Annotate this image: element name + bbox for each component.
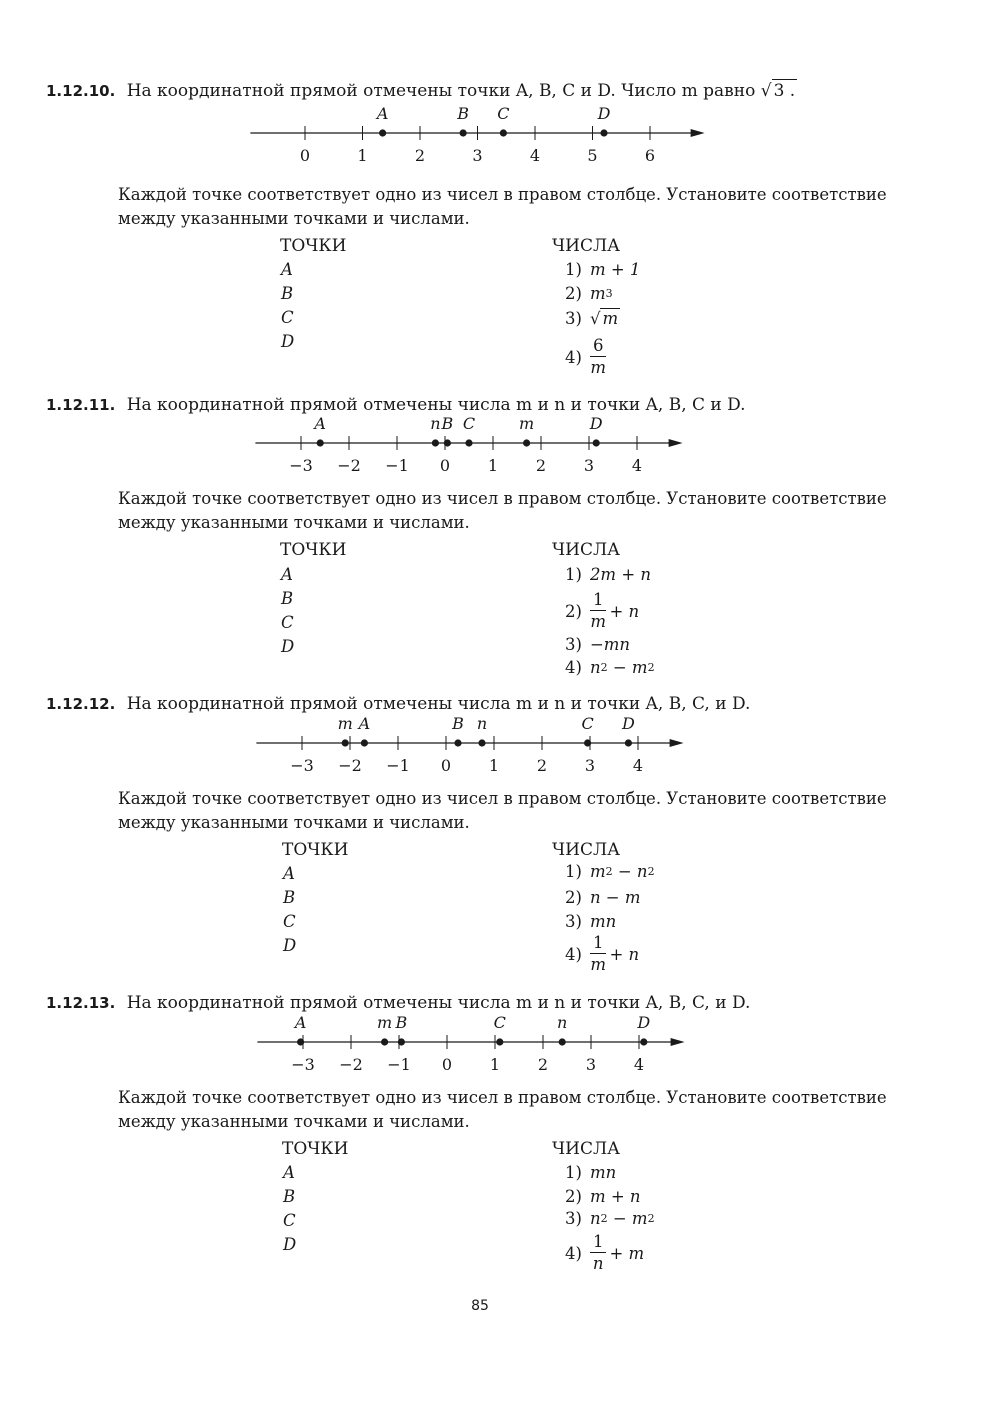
axis-point-n: [559, 1038, 566, 1045]
problem-number: 1.12.13.: [46, 994, 116, 1012]
axis-tick-label: 4: [529, 146, 541, 165]
instruction-line-2: между указанными точками и числами.: [118, 513, 470, 532]
axis-tick-label: 4: [632, 756, 644, 775]
axis-tick-label: 6: [644, 146, 656, 165]
instruction: [118, 1086, 918, 1134]
fraction-denominator: m: [590, 955, 607, 974]
answer-operator: −: [612, 862, 637, 881]
answer-base: m: [589, 284, 606, 303]
fraction-denominator: m: [590, 612, 607, 631]
statement-text: На координатной прямой отмечены точки A, B, C и D. Число m равно: [126, 81, 756, 101]
point-label-d: D: [281, 332, 295, 351]
points-header: ТОЧКИ: [280, 540, 347, 560]
answer-number: 2): [565, 602, 582, 621]
exponent-b: 2: [647, 1212, 655, 1225]
axis-tick-label: 2: [537, 1055, 549, 1074]
axis-point-label-c: C: [493, 1013, 506, 1032]
axis-point-label-b: B: [452, 714, 464, 733]
point-label-a: A: [283, 1163, 295, 1182]
page-number: 85: [471, 1298, 489, 1314]
fraction-numerator: 1: [590, 1232, 607, 1253]
sqrt-radicand: 3 .: [773, 81, 796, 101]
axis-tick-label: −1: [385, 456, 409, 475]
axis-point-label-d: D: [589, 414, 603, 433]
axis-tick-label: −3: [289, 456, 313, 475]
points-header: ТОЧКИ: [280, 236, 347, 256]
point-label-a: A: [281, 260, 293, 279]
numbers-header: ЧИСЛА: [552, 1139, 621, 1159]
axis-tick-label: −2: [337, 456, 361, 475]
axis-tick-label: 4: [631, 456, 643, 475]
answer-tail: + n: [609, 602, 640, 621]
answer-number: 3): [565, 912, 582, 931]
axis-point-label-a: A: [294, 1013, 307, 1032]
axis-point-label-a: A: [376, 104, 389, 123]
axis-point-label-n: n: [476, 714, 488, 733]
instruction-line-2: между указанными точками и числами.: [118, 1112, 470, 1131]
answer-operator: −: [607, 658, 632, 677]
axis-tick-label: −2: [339, 1055, 363, 1074]
sqrt-radicand: m: [602, 309, 619, 328]
answer-term-b: m: [631, 658, 648, 677]
numbers-header: ЧИСЛА: [552, 540, 621, 560]
answer-number: 4): [565, 658, 582, 677]
answer-number: 2): [565, 1187, 582, 1206]
axis-point-label-b: B: [441, 414, 454, 433]
fraction-numerator: 1: [590, 590, 607, 611]
answer-term-a: n: [589, 1209, 601, 1228]
answer-number: 3): [565, 308, 582, 328]
answer-number: 4): [565, 945, 582, 964]
axis-point-label-n: n: [430, 414, 441, 433]
axis-point-d: [640, 1038, 647, 1045]
axis-tick-label: 1: [488, 756, 500, 775]
fraction-numerator: 1: [590, 933, 607, 954]
axis-point-c: [496, 1038, 503, 1045]
axis-tick-label: 3: [472, 146, 483, 165]
instruction-line-1: Каждой точке соответствует одно из чисел в правом столбце. Установите соответствие: [118, 1088, 887, 1107]
axis-point-label-a: A: [314, 414, 326, 433]
fraction-numerator: 6: [590, 336, 607, 357]
axis-tick-label: −3: [291, 1055, 315, 1074]
answer-term-a: n: [589, 658, 601, 677]
answer-exponent: 3: [605, 287, 613, 300]
axis-tick-label: 1: [489, 1055, 501, 1074]
answer-4: [565, 1232, 644, 1275]
axis-tick-label: 3: [583, 456, 595, 475]
exponent-b: 2: [647, 865, 655, 878]
answer-term-b: n: [636, 862, 648, 881]
answer-number: 1): [565, 565, 582, 584]
answer-number: 2): [565, 888, 582, 907]
instruction-line-1: Каждой точке соответствует одно из чисел в правом столбце. Установите соответствие: [118, 789, 887, 808]
axis-tick-label: 0: [299, 146, 311, 165]
axis-tick-label: 5: [587, 146, 598, 165]
answer-tail: + m: [609, 1244, 645, 1263]
answer-expression: −mn: [589, 635, 631, 654]
answer-expression: n − m: [589, 888, 641, 907]
point-label-c: C: [283, 1211, 296, 1230]
axis-point-label-d: D: [597, 104, 611, 123]
answer-number: 2): [565, 284, 582, 303]
axis-tick-label: −3: [290, 756, 314, 775]
axis-tick-label: 4: [633, 1055, 645, 1074]
axis-tick-label: 3: [585, 1055, 597, 1074]
exponent-a: 2: [600, 1212, 608, 1225]
answer-expression: m + 1: [589, 260, 641, 279]
answer-operator: −: [607, 1209, 632, 1228]
point-label-c: C: [283, 912, 296, 931]
answer-expression: 2m + n: [589, 565, 652, 584]
answer-number: 4): [565, 1244, 582, 1263]
numbers-header: ЧИСЛА: [552, 840, 621, 860]
point-label-b: B: [281, 589, 294, 608]
axis-point-b: [398, 1038, 405, 1045]
axis-point-label-c: C: [581, 714, 594, 733]
point-label-b: B: [283, 1187, 296, 1206]
axis-tick-label: 0: [440, 756, 452, 775]
axis-point-label-a: A: [358, 714, 371, 733]
point-label-d: D: [281, 637, 295, 656]
answer-2: [565, 1187, 641, 1206]
point-label-c: C: [281, 613, 294, 632]
answer-number: 1): [565, 862, 582, 881]
answer-tail: + n: [609, 945, 640, 964]
axis-point-label-c: C: [462, 414, 476, 433]
axis-point-label-m: m: [337, 714, 353, 733]
problem-number: 1.12.11.: [46, 396, 116, 414]
axis-tick-label: 1: [487, 456, 499, 475]
axis-tick-label: 0: [439, 456, 451, 475]
point-label-d: D: [283, 936, 297, 955]
answer-expression: mn: [589, 912, 617, 931]
axis-point-label-d: D: [621, 714, 635, 733]
exponent-a: 2: [600, 661, 608, 674]
axis-point-a: [297, 1038, 304, 1045]
numbers-header: ЧИСЛА: [552, 236, 621, 256]
statement-text: На координатной прямой отмечены числа m и n и точки A, B, C, и D.: [126, 694, 751, 714]
sqrt-symbol: √ 3 .: [760, 81, 796, 101]
statement-text: На координатной прямой отмечены числа m и n и точки A, B, C, и D.: [126, 993, 751, 1013]
axis-point-m: [381, 1038, 388, 1045]
answer-number: 1): [565, 1163, 582, 1182]
answer-3: [565, 1209, 655, 1228]
axis-tick-label: 3: [584, 756, 596, 775]
point-label-d: D: [283, 1235, 297, 1254]
axis-arrow-icon: [671, 1038, 685, 1046]
axis-tick-label: −2: [338, 756, 362, 775]
exponent-b: 2: [647, 661, 655, 674]
axis-tick-label: 1: [357, 146, 368, 165]
answer-number: 4): [565, 348, 582, 367]
answer-number: 3): [565, 635, 582, 654]
answer-1: [565, 1163, 616, 1182]
statement-text: На координатной прямой отмечены числа m и n и точки A, B, C и D.: [126, 395, 746, 415]
sqrt-expression: √ m: [589, 309, 619, 328]
axis-point-label-m: m: [377, 1013, 393, 1032]
answer-expression: m + n: [589, 1187, 641, 1206]
exponent-a: 2: [605, 865, 613, 878]
axis-tick-label: −1: [386, 756, 410, 775]
instruction-line-1: Каждой точке соответствует одно из чисел в правом столбце. Установите соответствие: [118, 489, 887, 508]
answer-number: 3): [565, 1209, 582, 1228]
point-label-c: C: [281, 308, 294, 327]
problem-number: 1.12.12.: [46, 695, 116, 713]
axis-point-label-m: m: [519, 414, 535, 433]
axis-tick-label: 2: [414, 146, 426, 165]
answer-number: 1): [565, 260, 582, 279]
axis-point-label-b: B: [395, 1013, 408, 1032]
points-header: ТОЧКИ: [282, 1139, 349, 1159]
point-label-b: B: [283, 888, 296, 907]
answer-expression: mn: [589, 1163, 617, 1182]
instruction-line-1: Каждой точке соответствует одно из чисел в правом столбце. Установите соответствие: [118, 185, 887, 204]
answer-term-a: m: [589, 862, 606, 881]
axis-point-label-d: D: [637, 1013, 651, 1032]
axis-tick-label: −1: [387, 1055, 411, 1074]
fraction: [590, 1232, 607, 1275]
axis-point-label-b: B: [457, 104, 470, 123]
point-label-a: A: [281, 565, 293, 584]
point-label-a: A: [283, 864, 295, 883]
axis-point-label-c: C: [497, 104, 510, 123]
points-header: ТОЧКИ: [282, 840, 349, 860]
answer-term-b: m: [631, 1209, 648, 1228]
instruction-line-2: между указанными точками и числами.: [118, 813, 470, 832]
instruction-line-2: между указанными точками и числами.: [118, 209, 470, 228]
axis-point-label-n: n: [557, 1013, 568, 1032]
axis-tick-label: 2: [535, 456, 547, 475]
point-label-b: B: [281, 284, 294, 303]
axis-tick-label: 0: [441, 1055, 453, 1074]
axis-tick-label: 2: [536, 756, 548, 775]
fraction-denominator: n: [592, 1254, 604, 1273]
problem-number: 1.12.10.: [46, 82, 116, 100]
fraction-denominator: m: [590, 358, 607, 377]
